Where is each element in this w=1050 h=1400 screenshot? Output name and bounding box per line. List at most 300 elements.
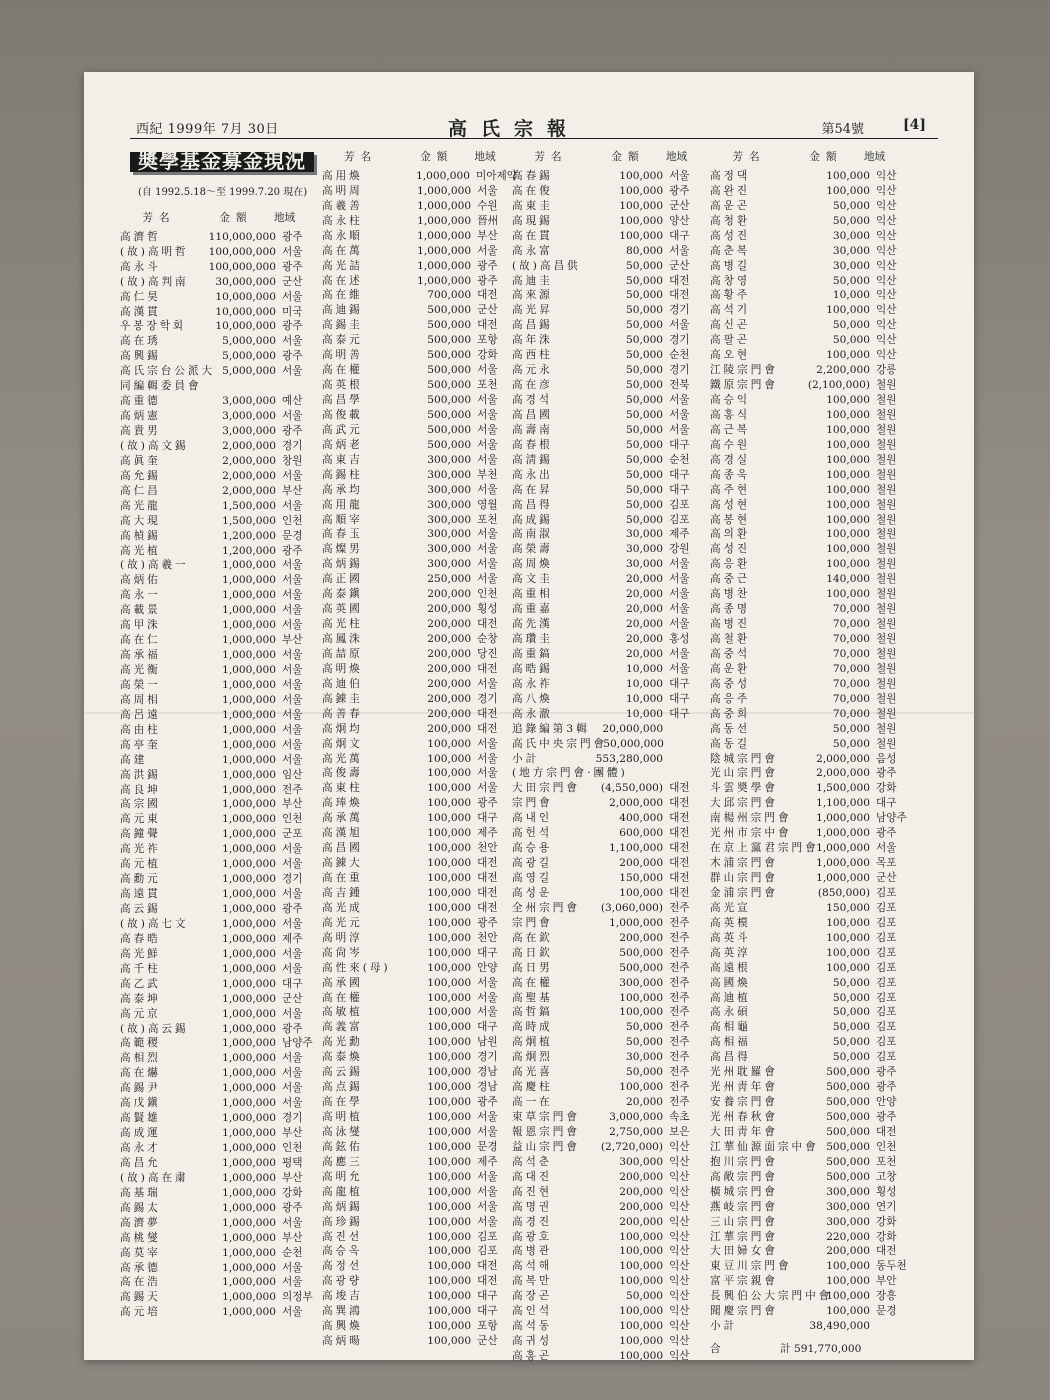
donor-name: 高義富 xyxy=(322,1021,363,1034)
donor-row xyxy=(120,797,320,812)
donor-amount: 1,000,000 xyxy=(417,229,472,242)
donor-region: 서울 xyxy=(282,708,303,721)
donor-name: 高운환 xyxy=(710,662,751,675)
donor-amount: 220,000 xyxy=(826,1230,870,1243)
donor-name: 高楨錫 xyxy=(120,529,161,542)
donor-region: 김포 xyxy=(876,961,897,974)
donor-name: 高敏植 xyxy=(322,1006,363,1019)
donor-row xyxy=(120,633,320,648)
donor-region: 서울 xyxy=(282,888,303,901)
donor-row xyxy=(120,977,320,992)
donor-amount: 1,000,000 xyxy=(417,214,472,227)
donor-name: 高允錫 xyxy=(120,469,161,482)
donor-row xyxy=(322,214,510,229)
donor-row xyxy=(322,1140,510,1155)
donor-name: (故)高明哲 xyxy=(120,245,189,258)
donor-region: 김포 xyxy=(876,1006,897,1019)
donor-name: 高在貫 xyxy=(512,229,553,242)
donor-column-1 xyxy=(120,149,320,1320)
donor-amount: 200,000 xyxy=(427,692,472,705)
donor-amount: 1,000,000 xyxy=(816,812,870,825)
donor-name: 高운곤 xyxy=(710,199,751,212)
donor-amount: 1,000,000 xyxy=(222,1037,276,1050)
donor-row xyxy=(512,752,702,767)
donor-name: 在京上黨君宗門會 xyxy=(710,842,819,855)
donor-region: 대전 xyxy=(669,289,690,302)
donor-region: 서울 xyxy=(282,365,303,378)
donor-row xyxy=(322,1020,510,1035)
donor-row xyxy=(710,438,910,453)
donor-amount: 50,000 xyxy=(625,274,664,287)
donor-region: 서울 xyxy=(282,843,303,856)
donor-row xyxy=(120,812,320,827)
donor-row xyxy=(322,871,510,886)
donor-row xyxy=(322,841,510,856)
donor-amount: 300,000 xyxy=(427,453,472,466)
donor-name: 光州春秋會 xyxy=(710,1111,778,1124)
donor-amount: 500,000 xyxy=(619,946,664,959)
donor-name: 高光昇 xyxy=(512,304,553,317)
donor-row xyxy=(120,469,320,484)
donor-name: (故)高在粛 xyxy=(120,1171,189,1184)
donor-name: 高永才 xyxy=(120,1142,161,1155)
donor-region: 광주 xyxy=(876,827,897,840)
donor-region: 수원 xyxy=(477,199,498,212)
donor-name: 高병길 xyxy=(710,259,751,272)
donor-name: 高洪錫 xyxy=(120,768,161,781)
donor-row xyxy=(512,1215,702,1230)
donor-row xyxy=(322,811,510,826)
donor-amount: 1,000,000 xyxy=(222,1127,276,1140)
donor-region: 철원 xyxy=(876,588,897,601)
donor-name: 高一在 xyxy=(512,1096,553,1109)
donor-row xyxy=(710,841,910,856)
donor-row xyxy=(710,453,910,468)
donor-region: 전주 xyxy=(669,1096,690,1109)
donor-region: 광주 xyxy=(876,1081,897,1094)
donor-region: 서울 xyxy=(282,410,303,423)
donor-amount: 1,000,000 xyxy=(222,634,276,647)
donor-row xyxy=(120,887,320,902)
donor-region: 순창 xyxy=(477,633,498,646)
donor-region: 서울 xyxy=(477,752,498,765)
donor-name: 高英模 xyxy=(710,916,751,929)
donor-name: 東豆川宗門會 xyxy=(710,1260,792,1273)
donor-region: 광주 xyxy=(282,425,303,438)
donor-amount: 10,000 xyxy=(625,662,664,675)
donor-amount: 300,000 xyxy=(619,1155,664,1168)
donor-row xyxy=(322,1200,510,1215)
donor-amount: 2,000,000 xyxy=(816,752,870,765)
donor-row xyxy=(322,199,510,214)
donor-region: 포천 xyxy=(477,513,498,526)
donor-amount: 1,000,000 xyxy=(816,872,870,885)
donor-region: 전주 xyxy=(669,1051,690,1064)
collection-period: (自 1992.5.18～至 1999.7.20 現在) xyxy=(138,186,308,198)
donor-name: 高龍植 xyxy=(322,1185,363,1198)
donor-row xyxy=(120,857,320,872)
donor-region: 서울 xyxy=(669,573,690,586)
donor-region: 철원 xyxy=(876,498,897,511)
donor-region: 대구 xyxy=(669,468,690,481)
donor-name: 高周相 xyxy=(120,693,161,706)
donor-region: 부산 xyxy=(282,484,303,497)
donor-region: 광주 xyxy=(477,916,498,929)
donor-name: 高南淑 xyxy=(512,528,553,541)
donor-name: 高동길 xyxy=(710,737,751,750)
column-header xyxy=(120,211,320,226)
donor-amount: 100,000 xyxy=(427,812,472,825)
donor-region: 전주 xyxy=(669,916,690,929)
donor-region: 제주 xyxy=(477,827,498,840)
donor-row xyxy=(710,483,910,498)
donor-name: 高錬圭 xyxy=(322,692,363,705)
donor-row xyxy=(710,199,910,214)
donor-name: 高賢雄 xyxy=(120,1112,161,1125)
donor-row xyxy=(322,602,510,617)
donor-amount: 1,000,000 xyxy=(222,828,276,841)
donor-name: 高錫圭 xyxy=(322,319,363,332)
donor-row xyxy=(710,796,910,811)
donor-amount: 1,000,000 xyxy=(222,678,276,691)
donor-row xyxy=(710,752,910,767)
donor-amount: 100,000 xyxy=(427,767,472,780)
donor-region: 부산 xyxy=(282,798,303,811)
donor-row xyxy=(710,1230,910,1245)
donor-amount: 200,000 xyxy=(427,633,472,646)
donor-row xyxy=(322,333,510,348)
donor-region: 김포 xyxy=(876,976,897,989)
donor-row xyxy=(120,1007,320,1022)
donor-amount: 100,000 xyxy=(619,1275,664,1288)
donor-name: 高승옥 xyxy=(322,1245,363,1258)
donor-name: 高鉉佑 xyxy=(322,1140,363,1153)
donor-region: 부산 xyxy=(282,1171,303,1184)
donor-region: 대전 xyxy=(669,274,690,287)
donor-row xyxy=(710,647,910,662)
donor-region: 남양주 xyxy=(282,1037,313,1050)
donor-amount: 300,000 xyxy=(427,558,472,571)
donor-region: 경기 xyxy=(477,1051,498,1064)
donor-name: 高英淳 xyxy=(710,946,751,959)
donor-region: 서울 xyxy=(282,1082,303,1095)
donor-amount: 1,000,000 xyxy=(222,1052,276,1065)
donor-amount: 100,000,000 xyxy=(208,245,276,258)
donor-row xyxy=(512,423,702,438)
donor-row xyxy=(512,916,702,931)
donor-row xyxy=(120,394,320,409)
donor-name: 高光萬 xyxy=(322,752,363,765)
donor-row xyxy=(322,781,510,796)
donor-amount: 100,000 xyxy=(427,797,472,810)
donor-name: 大田婦女會 xyxy=(710,1245,778,1258)
donor-name: 燕岐宗門會 xyxy=(710,1200,778,1213)
donor-amount: 100,000 xyxy=(826,184,870,197)
donor-region: 경기 xyxy=(669,334,690,347)
donor-name: 高光詰 xyxy=(322,259,363,272)
donor-name: 高영길 xyxy=(512,872,553,885)
donor-region: 강화 xyxy=(477,349,498,362)
donor-region: 문경 xyxy=(282,529,303,542)
donor-region: 서울 xyxy=(477,573,498,586)
donor-region: 남양주 xyxy=(876,812,907,825)
donor-row xyxy=(322,647,510,662)
donor-row xyxy=(710,1170,910,1185)
donor-row xyxy=(512,796,702,811)
donor-amount: 50,000 xyxy=(625,1290,664,1303)
donor-amount: 50,000 xyxy=(832,1021,870,1034)
donor-amount: 500,000 xyxy=(427,423,472,436)
donor-amount: 100,000 xyxy=(826,1275,870,1288)
donor-amount: 100,000 xyxy=(427,1006,472,1019)
donor-amount: 300,000 xyxy=(427,483,472,496)
donor-row xyxy=(512,781,702,796)
donor-name: 高乙武 xyxy=(120,977,161,990)
donor-row xyxy=(120,499,320,514)
donor-amount: 2,000,000 xyxy=(609,797,664,810)
donor-region xyxy=(670,737,702,752)
donor-region: 광주 xyxy=(282,260,303,273)
donor-row xyxy=(512,901,702,916)
donor-amount: 1,000,000 xyxy=(222,1276,276,1289)
donor-row xyxy=(120,1022,320,1037)
donor-region: 전주 xyxy=(669,946,690,959)
donor-name: 高点錫 xyxy=(322,1081,363,1094)
donor-region: 익산 xyxy=(876,244,897,257)
donor-name: 高興煥 xyxy=(322,1320,363,1333)
donor-row xyxy=(710,946,910,961)
donor-region: 서울 xyxy=(669,319,690,332)
donor-region: 경남 xyxy=(477,1081,498,1094)
donor-row xyxy=(512,692,702,707)
donor-amount: 30,000,000 xyxy=(215,275,276,288)
donor-region: 대구 xyxy=(669,483,690,496)
donor-region: 순천 xyxy=(669,349,690,362)
donor-name: 高濟哲 xyxy=(120,230,161,243)
donor-row xyxy=(512,1020,702,1035)
donor-region: 철원 xyxy=(876,722,897,735)
donor-name: 高明善 xyxy=(322,349,363,362)
donor-amount: 50,000 xyxy=(625,289,664,302)
donor-amount: 5,000,000 xyxy=(222,365,276,378)
donor-name: 高敞宗門會 xyxy=(710,1170,778,1183)
donor-name: 高遠貫 xyxy=(120,888,161,901)
donor-region xyxy=(670,766,702,781)
donor-name: 高成運 xyxy=(120,1127,161,1140)
donor-row xyxy=(710,468,910,483)
donor-region: 철원 xyxy=(876,408,897,421)
donor-row xyxy=(120,872,320,887)
donor-amount: 50,000 xyxy=(832,214,870,227)
donor-region: 광주 xyxy=(876,1111,897,1124)
donor-region: 경기 xyxy=(282,439,303,452)
donor-amount: 50,000 xyxy=(625,319,664,332)
donor-row xyxy=(322,1110,510,1125)
donor-region: 대구 xyxy=(477,1021,498,1034)
donor-name: 大邱宗門會 xyxy=(710,797,778,810)
donor-region: 대전 xyxy=(477,1275,498,1288)
donor-name: 高云錫 xyxy=(322,1066,363,1079)
donor-amount: 30,000 xyxy=(832,259,870,272)
donor-name: 高東吉 xyxy=(322,453,363,466)
donor-region: 전주 xyxy=(669,1081,690,1094)
donor-name: 高팔곤 xyxy=(710,334,751,347)
donor-region: 대전 xyxy=(669,872,690,885)
donor-region: 보은 xyxy=(669,1125,690,1138)
donor-region: 익산 xyxy=(669,1305,690,1318)
donor-amount: 1,000,000 xyxy=(222,813,276,826)
donor-name: 益山宗門會 xyxy=(512,1140,580,1153)
donor-amount: 1,000,000 xyxy=(222,992,276,1005)
donor-region: 晉州 xyxy=(477,214,499,227)
donor-name: 高헌석 xyxy=(512,827,553,840)
donor-amount: 50,000 xyxy=(625,304,664,317)
donor-region: 경기 xyxy=(477,692,498,705)
donor-name: 高元培 xyxy=(120,1306,161,1319)
donor-region: 김포 xyxy=(876,1021,897,1034)
donor-amount: 500,000 xyxy=(826,1066,870,1079)
donor-amount: 1,000,000 xyxy=(222,977,276,990)
donor-amount: 20,000 xyxy=(625,633,664,646)
donor-region: 서울 xyxy=(282,499,303,512)
donor-name: 高慶柱 xyxy=(512,1081,553,1094)
donor-name: 高永順 xyxy=(322,229,363,242)
donor-row xyxy=(710,348,910,363)
donor-row xyxy=(120,693,320,708)
donor-row xyxy=(512,871,702,886)
donor-amount: 200,000 xyxy=(427,722,472,735)
donor-name: 高광량 xyxy=(322,1275,363,1288)
donor-name: 高元京 xyxy=(120,1007,161,1020)
donor-region: 서울 xyxy=(282,335,303,348)
donor-row xyxy=(322,303,510,318)
donor-row xyxy=(710,662,910,677)
donor-name: 高경진 xyxy=(512,1215,553,1228)
donor-region: 천안 xyxy=(477,931,498,944)
donor-row xyxy=(120,618,320,633)
donor-name: 高炯植 xyxy=(512,1036,553,1049)
donor-row xyxy=(512,259,702,274)
donor-amount: 1,000,000 xyxy=(222,768,276,781)
donor-row xyxy=(120,558,320,573)
donor-row xyxy=(512,632,702,647)
donor-row xyxy=(512,438,702,453)
donor-amount: 1,000,000 xyxy=(222,604,276,617)
donor-name: (故)高云錫 xyxy=(120,1022,189,1035)
donor-amount: (2,100,000) xyxy=(807,379,870,392)
donor-row xyxy=(710,677,910,692)
donor-region xyxy=(669,752,702,767)
donor-row xyxy=(120,424,320,439)
donor-name: 高在仁 xyxy=(120,634,161,647)
donor-name: 高진선 xyxy=(322,1230,363,1243)
donor-row xyxy=(710,991,910,1006)
donor-name: 高良坤 xyxy=(120,783,161,796)
donor-amount: 100,000 xyxy=(427,1081,472,1094)
donor-region: 속초 xyxy=(669,1111,690,1124)
donor-name: 高迪圭 xyxy=(512,274,553,287)
donor-region: 안양 xyxy=(876,1096,897,1109)
donor-amount: 70,000 xyxy=(832,633,870,646)
donor-region: 서울 xyxy=(282,469,303,482)
donor-amount: 10,000,000 xyxy=(215,305,276,318)
donor-amount: 100,000 xyxy=(619,886,664,899)
donor-row xyxy=(512,677,702,692)
donor-region: 음성 xyxy=(876,752,897,765)
donor-amount: 1,000,000 xyxy=(222,693,276,706)
donor-amount: 50,000 xyxy=(625,394,664,407)
donor-region: 철원 xyxy=(876,707,897,720)
donor-name: 高광길 xyxy=(512,857,553,870)
donor-name: 高在萬 xyxy=(322,244,363,257)
donor-name: 高元植 xyxy=(120,858,161,871)
donor-region: 대전 xyxy=(669,812,690,825)
donor-row xyxy=(322,1035,510,1050)
donor-amount: 100,000,000 xyxy=(208,260,276,273)
donor-row xyxy=(322,1155,510,1170)
donor-row xyxy=(322,498,510,513)
donor-region: 서울 xyxy=(282,574,303,587)
donor-region: 군산 xyxy=(282,275,303,288)
donor-name: 高順宰 xyxy=(322,513,363,526)
donor-region: 서울 xyxy=(477,558,498,571)
donor-region: 철원 xyxy=(876,633,897,646)
donor-region: 부산 xyxy=(477,229,498,242)
header-name: 芳名 xyxy=(343,151,378,163)
donor-amount: 500,000 xyxy=(427,379,472,392)
donor-name: 光山宗門會 xyxy=(710,767,778,780)
column-header xyxy=(322,150,510,165)
donor-row xyxy=(322,632,510,647)
donor-region: 서울 xyxy=(477,438,498,451)
donor-region: 서울 xyxy=(477,1200,498,1213)
column-header xyxy=(512,150,702,165)
donor-amount: 1,000,000 xyxy=(222,1291,276,1304)
donor-amount: 100,000 xyxy=(619,169,664,182)
donor-name: 高遠根 xyxy=(710,961,751,974)
donor-row xyxy=(710,587,910,602)
donor-region: 대전 xyxy=(477,319,498,332)
donor-amount: 200,000 xyxy=(427,677,472,690)
donor-list-2 xyxy=(322,169,517,1349)
donor-amount: 1,000,000 xyxy=(222,1007,276,1020)
donor-name: 高성진 xyxy=(710,229,751,242)
donor-region: 군산 xyxy=(477,304,498,317)
donor-name: 全州宗門會 xyxy=(512,901,580,914)
donor-amount: 100,000 xyxy=(619,184,664,197)
donor-row xyxy=(322,826,510,841)
donor-region: 익산 xyxy=(669,1185,690,1198)
donor-amount: 50,000 xyxy=(832,976,870,989)
donor-amount: 100,000 xyxy=(826,1290,870,1303)
donor-row xyxy=(322,752,510,767)
donor-name: 高重嘉 xyxy=(512,603,553,616)
donor-name: 우봉장학회 xyxy=(120,320,187,333)
donor-row xyxy=(120,678,320,693)
donor-name: 高泰坤 xyxy=(120,992,161,1005)
donor-list-3 xyxy=(512,169,702,1364)
donor-name: 高榮一 xyxy=(120,678,161,691)
donor-amount: 100,000 xyxy=(826,1260,870,1273)
donor-region: 철원 xyxy=(876,603,897,616)
donor-region: 군포 xyxy=(282,828,303,841)
donor-name: 高承德 xyxy=(120,1261,161,1274)
donor-row xyxy=(322,274,510,289)
donor-amount: 1,000,000 xyxy=(222,1306,276,1319)
donor-region: 광주 xyxy=(282,1201,303,1214)
donor-amount: 30,000 xyxy=(625,528,664,541)
donor-amount: 10,000 xyxy=(832,289,870,302)
